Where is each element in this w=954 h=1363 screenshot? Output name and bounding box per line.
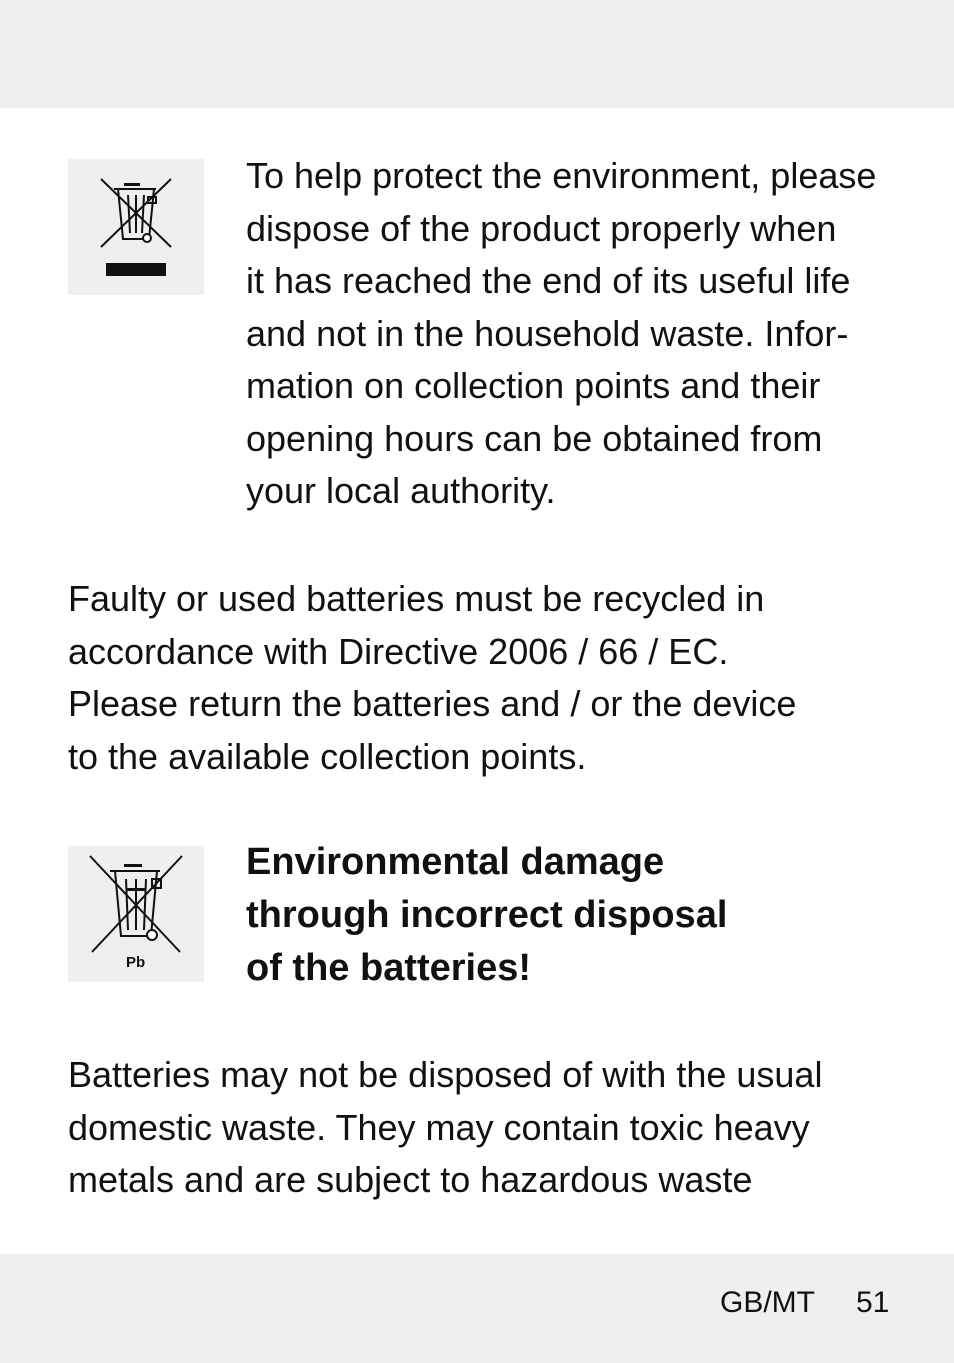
text-line: Please return the batteries and / or the device: [68, 683, 797, 724]
battery-recycling-paragraph: [68, 573, 796, 783]
weee-paragraph: [246, 150, 876, 518]
page-number: 51: [856, 1286, 890, 1319]
text-line: To help protect the environment, please: [246, 155, 877, 196]
header-band: [0, 0, 954, 108]
text-line: mation on collection points and their: [246, 365, 821, 406]
text-line: Batteries may not be disposed of with the usual: [68, 1054, 823, 1095]
text-line: metals and are subject to hazardous waste: [68, 1159, 753, 1200]
text-line: and not in the household waste. Infor-: [246, 312, 849, 354]
text-line: domestic waste. They may contain toxic heavy: [68, 1106, 810, 1148]
warning-heading: [246, 836, 727, 995]
heading-line: through incorrect disposal: [246, 894, 728, 936]
text-line: your local authority.: [246, 470, 556, 511]
text-line: dispose of the product properly when: [246, 207, 837, 249]
text-line: opening hours can be obtained from: [246, 417, 823, 459]
text-line: it has reached the end of its useful life: [246, 260, 851, 301]
battery-bin-icon: [68, 846, 204, 982]
heading-line: of the batteries!: [246, 947, 532, 989]
text-line: Faulty or used batteries must be recycled in: [68, 578, 765, 619]
heading-line: Environmental damage: [246, 841, 665, 883]
footer-language-code: GB/MT: [720, 1286, 815, 1319]
lead-symbol-label: Pb: [126, 954, 146, 971]
weee-bin-icon: [68, 159, 204, 295]
text-line: to the available collection points.: [68, 735, 587, 777]
text-line: accordance with Directive 2006 / 66 / EC.: [68, 630, 729, 672]
hazard-paragraph: [68, 1049, 822, 1207]
